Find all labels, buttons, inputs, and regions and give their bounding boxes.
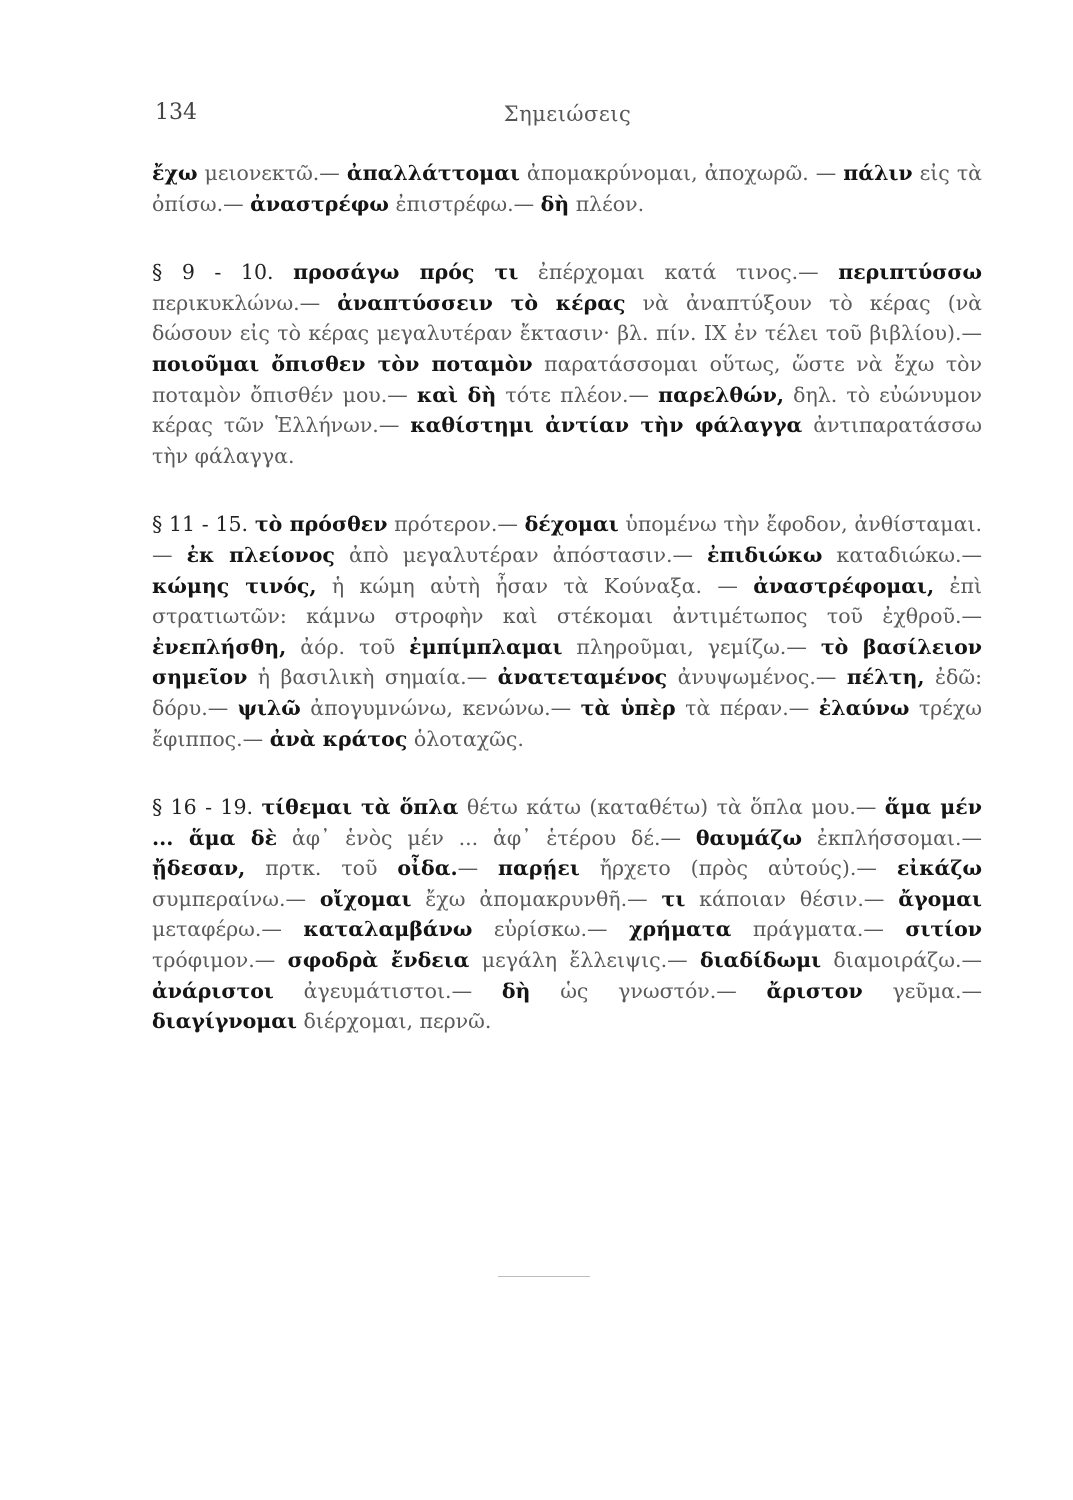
gloss-text: γεῦμα.— bbox=[862, 978, 982, 1003]
paragraph-section-11-15 bbox=[152, 509, 982, 754]
headword: ἀναστρέφω bbox=[250, 191, 389, 216]
headword: ἄγομαι bbox=[898, 886, 982, 911]
headword: ἀναστρέφομαι, bbox=[753, 573, 935, 598]
gloss-text: πράγματα.— bbox=[731, 917, 906, 942]
gloss-text: ἀντιπαρατάσσω τὴν φάλαγγα. bbox=[152, 413, 982, 468]
headword: ἄριστον bbox=[766, 978, 863, 1003]
paragraph-section-16-19 bbox=[152, 792, 982, 1037]
headword: δὴ bbox=[501, 978, 531, 1003]
headword: δέχομαι bbox=[524, 512, 619, 537]
gloss-text: ἤρχετο (πρὸς αὐτούς).— bbox=[579, 856, 897, 881]
paragraph-intro bbox=[152, 158, 982, 219]
gloss-text: παρατάσσομαι οὕτως, ὥστε νὰ ἔχω τὸν ποταμὸν ὄπισθέν μου.— bbox=[152, 351, 982, 407]
headword: προσάγω πρός τι bbox=[293, 260, 519, 285]
gloss-text: τρόφιμον.— bbox=[152, 948, 288, 973]
section-reference: § 11 - 15. bbox=[152, 512, 249, 537]
headword: ἐκ πλείονος bbox=[186, 542, 335, 567]
headword: ἐπιδιώκω bbox=[707, 542, 823, 567]
section-reference: § 9 - 10. bbox=[152, 260, 274, 285]
headword: ἐμπίμπλαμαι bbox=[409, 634, 563, 659]
gloss-text: ἐπέρχομαι κατά τινος.— bbox=[518, 260, 839, 285]
gloss-text: πληροῦμαι, γεμίζω.— bbox=[562, 634, 821, 659]
gloss-text: ἡ βασιλικὴ σημαία.— bbox=[247, 665, 498, 690]
gloss-text: διαμοιράζω.— bbox=[821, 948, 983, 973]
gloss-text: μειονεκτῶ.— bbox=[197, 161, 347, 185]
gloss-text: — bbox=[457, 856, 499, 881]
headword: ἀνάριστοι bbox=[152, 978, 274, 1003]
headword: χρήματα bbox=[629, 917, 732, 942]
headword: πάλιν bbox=[843, 161, 913, 185]
headword: πέλτη, bbox=[846, 665, 925, 690]
headword: τὰ ὑπὲρ bbox=[580, 695, 676, 720]
gloss-text: μεγάλη ἔλλειψις.— bbox=[469, 948, 700, 973]
gloss-text: τότε πλέον.— bbox=[496, 382, 659, 407]
gloss-text: ὑπομένω τὴν ἔφοδον, ἀνθίσταμαι.— bbox=[152, 512, 982, 567]
headword: διαγίγνομαι bbox=[152, 1009, 297, 1034]
headword: τὸ πρόσθεν bbox=[254, 512, 388, 537]
gloss-text: ἀπομακρύνομαι, ἀποχωρῶ. — bbox=[519, 161, 844, 185]
headword: ἔχω bbox=[152, 161, 198, 185]
headword: ἀναπτύσσειν τὸ κέρας bbox=[337, 290, 626, 315]
gloss-text: κάποιαν θέσιν.— bbox=[685, 886, 899, 911]
headword: κώμης τινός, bbox=[152, 573, 317, 598]
gloss-text: δηλ. τὸ εὐώνυμον κέρας τῶν Ἑλλήνων.— bbox=[152, 382, 982, 438]
headword: καθίστημι ἀντίαν τὴν φάλαγγα bbox=[410, 413, 803, 438]
gloss-text: εὑρίσκω.— bbox=[472, 917, 630, 942]
gloss-text: ὁλοταχῶς. bbox=[407, 726, 524, 751]
headword: ψιλῶ bbox=[237, 695, 301, 720]
headword: δὴ bbox=[540, 191, 570, 216]
gloss-text: συμπεραίνω.— bbox=[152, 886, 320, 911]
gloss-text: ἐπιστρέφω.— bbox=[388, 191, 541, 216]
gloss-text: ἀφ᾿ ἑνὸς μέν ... ἀφ᾿ ἑτέρου δέ.— bbox=[277, 825, 696, 850]
headword: καὶ δὴ bbox=[416, 382, 497, 407]
gloss-text: ἔχω ἀπομακρυνθῆ.— bbox=[411, 886, 662, 911]
gloss-text: θέτω κάτω (καταθέτω) τὰ ὅπλα μου.— bbox=[458, 795, 885, 820]
headword: ᾔδεσαν, bbox=[152, 856, 246, 881]
gloss-text: μεταφέρω.— bbox=[152, 917, 304, 942]
section-reference: § 16 - 19. bbox=[152, 795, 254, 820]
headword: σφοδρὰ ἔνδεια bbox=[287, 948, 470, 973]
running-title: Σημειώσεις bbox=[503, 102, 632, 126]
headword: τὸ βασίλειον σημεῖον bbox=[152, 634, 982, 690]
gloss-text bbox=[274, 260, 294, 284]
page-header bbox=[155, 100, 980, 130]
headword: οἶδα. bbox=[397, 856, 458, 881]
gloss-text bbox=[248, 512, 255, 536]
gloss-text: εἰς τὰ ὀπίσω.— bbox=[152, 161, 983, 216]
gloss-text: διέρχομαι, περνῶ. bbox=[296, 1009, 492, 1034]
gloss-text: ἐκπλήσσομαι.— bbox=[802, 825, 982, 850]
headword: παρῄει bbox=[498, 856, 580, 881]
headword: ἀνὰ κράτος bbox=[269, 726, 408, 751]
headword: σιτίον bbox=[905, 917, 982, 942]
gloss-text: περικυκλώνω.— bbox=[152, 290, 338, 315]
gloss-text: ἀπὸ μεγαλυτέραν ἀπόστασιν.— bbox=[334, 542, 708, 567]
headword: περιπτύσσω bbox=[838, 260, 982, 285]
page-number: 134 bbox=[155, 100, 197, 125]
bottom-divider bbox=[498, 1276, 590, 1277]
gloss-text: ἡ κώμη αὐτὴ ἦσαν τὰ Κούναξα. — bbox=[316, 573, 754, 598]
gloss-text: πρότερον.— bbox=[387, 512, 525, 537]
headword: καταλαμβάνω bbox=[303, 917, 473, 942]
headword: τι bbox=[661, 886, 686, 911]
gloss-text: ὡς γνωστόν.— bbox=[530, 978, 767, 1003]
page-body bbox=[152, 158, 982, 1075]
gloss-text: τὰ πέραν.— bbox=[675, 695, 819, 720]
headword: ἀπαλλάττομαι bbox=[346, 161, 520, 185]
gloss-text: ἀπογυμνώνω, κενώνω.— bbox=[300, 695, 581, 720]
headword: ἐλαύνω bbox=[818, 695, 910, 720]
headword: τίθεμαι τὰ ὅπλα bbox=[261, 795, 459, 820]
gloss-text: πρτκ. τοῦ bbox=[245, 856, 398, 881]
headword: ἐνεπλήσθη, bbox=[152, 634, 287, 659]
gloss-text: πλέον. bbox=[569, 191, 645, 216]
gloss-text: ἀόρ. τοῦ bbox=[286, 634, 410, 659]
headword: ἅμα μέν ... ἅμα δὲ bbox=[152, 795, 982, 850]
gloss-text: καταδιώκω.— bbox=[822, 542, 982, 567]
headword: ποιοῦμαι ὄπισθεν τὸν ποταμὸν bbox=[152, 351, 533, 376]
gloss-text: ἀγευμάτιστοι.— bbox=[273, 978, 502, 1003]
headword: οἴχομαι bbox=[319, 886, 412, 911]
headword: παρελθών, bbox=[658, 382, 784, 407]
gloss-text: τρέχω ἔφιππος.— bbox=[152, 695, 982, 751]
paragraph-section-9-10 bbox=[152, 257, 982, 471]
gloss-text: ἐπὶ στρατιωτῶν: κάμνω στροφὴν καὶ στέκομαι ἀντιμέτωπος τοῦ ἐχθροῦ.— bbox=[152, 573, 982, 629]
gloss-text: ἀνυψωμένος.— bbox=[667, 665, 847, 690]
headword: εἰκάζω bbox=[896, 856, 982, 881]
headword: θαυμάζω bbox=[695, 825, 802, 850]
headword: διαδίδωμι bbox=[699, 948, 822, 973]
gloss-text: νὰ ἀναπτύξουν τὸ κέρας (νὰ δώσουν εἰς τὸ κέρας μεγαλυτέραν ἔκτασιν· βλ. πίν. IX ἐν τέλει τοῦ βιβλίου).— bbox=[152, 290, 982, 346]
gloss-text: ἐδῶ: δόρυ.— bbox=[152, 665, 982, 720]
headword: ἀνατεταμένος bbox=[497, 665, 668, 690]
